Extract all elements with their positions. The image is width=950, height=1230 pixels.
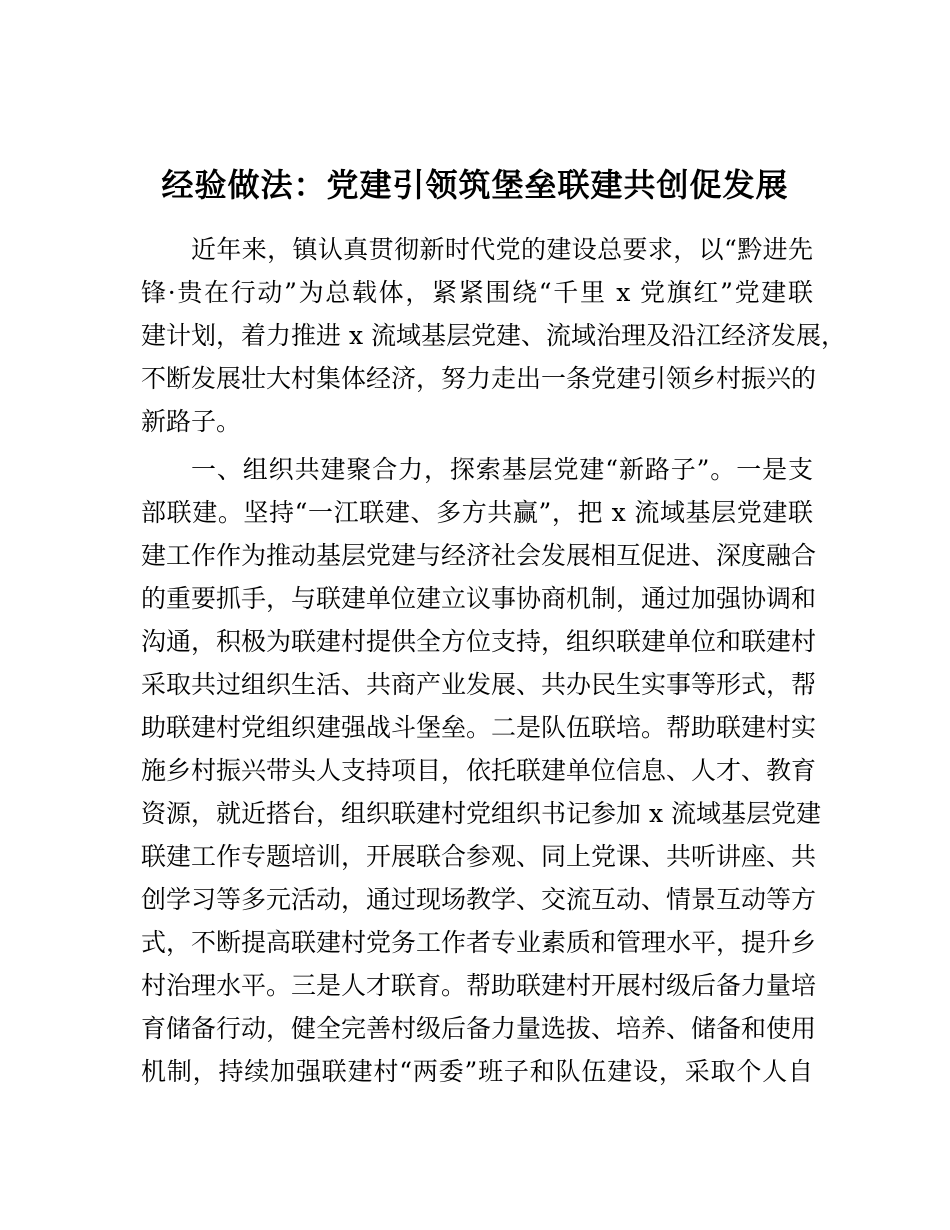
- text-line: 沟通，积极为联建村提供全方位支持，组织联建单位和联建村: [141, 627, 817, 656]
- text-line: 新路子。: [141, 407, 242, 436]
- text-line: 村治理水平。三是人才联育。帮助联建村开展村级后备力量培: [141, 971, 817, 1000]
- text-line: 锋·贵在行动”为总载体，紧紧围绕“千里 x 党旗红”党建联: [141, 278, 813, 307]
- document-title: 经验做法：党建引领筑堡垒联建共创促发展: [161, 166, 789, 204]
- text-line: 部联建。坚持“一江联建、多方共赢”，把 x 流域基层党建联: [141, 498, 813, 527]
- text-line: 联建工作专题培训，开展联合参观、同上党课、共听讲座、共: [141, 842, 817, 871]
- text-line: 近年来，镇认真贯彻新时代党的建设总要求，以“黔进先: [191, 235, 813, 264]
- text-line: 机制，持续加强联建村“两委”班子和队伍建设，采取个人自: [141, 1057, 813, 1086]
- text-line: 采取共过组织生活、共商产业发展、共办民生实事等形式，帮: [141, 670, 817, 699]
- text-line: 式，不断提高联建村党务工作者专业素质和管理水平，提升乡: [141, 928, 817, 957]
- text-line: 育储备行动，健全完善村级后备力量选拔、培养、储备和使用: [141, 1014, 817, 1043]
- text-line: 不断发展壮大村集体经济，努力走出一条党建引领乡村振兴的: [141, 364, 817, 393]
- text-line: 创学习等多元活动，通过现场教学、交流互动、情景互动等方: [141, 885, 817, 914]
- text-line: 资源，就近搭台，组织联建村党组织书记参加 x 流域基层党建: [141, 799, 821, 828]
- text-line: 施乡村振兴带头人支持项目，依托联建单位信息、人才、教育: [141, 756, 817, 785]
- text-line: 一、组织共建聚合力，探索基层党建“新路子”。一是支: [191, 455, 813, 484]
- text-line: 助联建村党组织建强战斗堡垒。二是队伍联培。帮助联建村实: [141, 713, 817, 742]
- text-line: 建工作作为推动基层党建与经济社会发展相互促进、深度融合: [141, 541, 817, 570]
- text-line: 的重要抓手，与联建单位建立议事协商机制，通过加强协调和: [141, 584, 817, 613]
- paragraph-intro: [141, 228, 846, 443]
- text-line: 建计划，着力推进 x 流域基层党建、流域治理及沿江经济发展，: [141, 321, 846, 350]
- paragraph-section-one: [141, 448, 821, 1093]
